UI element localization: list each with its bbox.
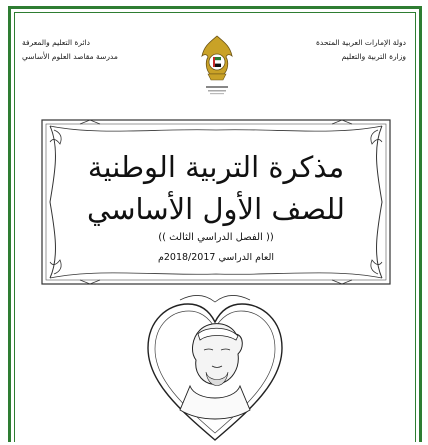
title-term: (( الفصل الدراسي الثالث )) (158, 232, 274, 243)
title-year: العام الدراسي 2018/2017م (157, 252, 274, 263)
title-subject: مذكرة التربية الوطنية (87, 150, 345, 184)
ministry-header (316, 36, 406, 64)
country-name: دولة الإمارات العربية المتحدة (315, 38, 406, 47)
school-header (22, 36, 118, 64)
department-name: دائرة التعليم والمعرفة (22, 38, 91, 47)
heart-portrait-illustration (140, 290, 290, 445)
title-grade: للصف الأول الأساسي (87, 192, 345, 226)
uae-emblem-icon (196, 32, 238, 102)
ministry-name: وزارة التربية والتعليم (341, 52, 406, 61)
school-name: مدرسة مقاصد العلوم الأساسي (22, 52, 118, 61)
